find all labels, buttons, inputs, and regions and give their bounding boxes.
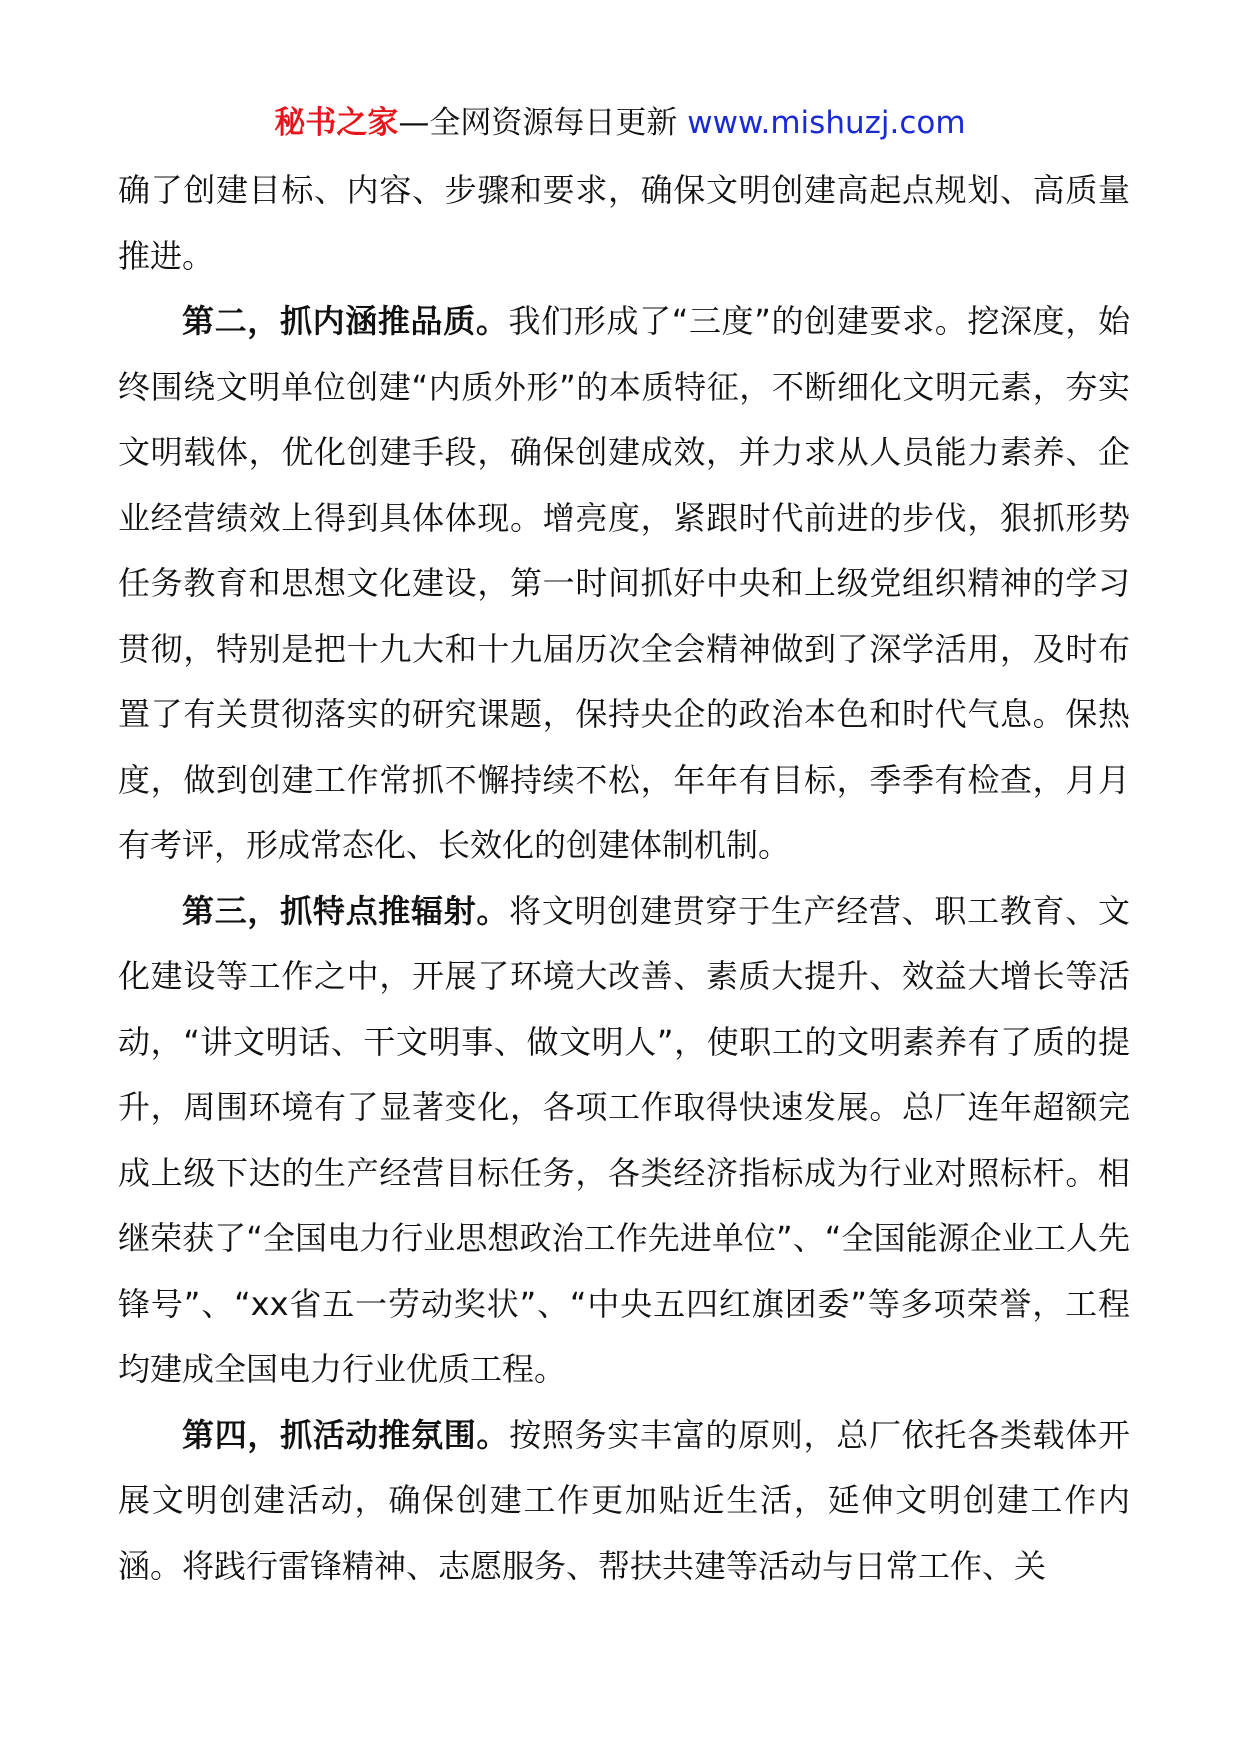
paragraph-lead: 第四，抓活动推氛围。	[182, 1415, 510, 1454]
site-header	[0, 100, 1240, 146]
paragraph-continuation	[118, 158, 1130, 289]
site-slogan: —全网资源每日更新	[398, 105, 688, 141]
paragraph-text: 按照务实丰富的原则，总厂依托各类载体开展文明创建活动，确保创建工作更加贴近生活，延伸文明创建工作内涵。将践行雷锋精神、志愿服务、帮扶共建等活动与日常工作、关	[118, 1415, 1130, 1585]
site-brand: 秘书之家	[274, 105, 399, 141]
paragraph-text: 我们形成了“三度”的创建要求。挖深度，始终围绕文明单位创建“内质外形”的本质特征，不断细化文明元素，夯实文明载体，优化创建手段，确保创建成效，并力求从人员能力素养、企业经营绩效上得到具体体现。增亮度，紧跟时代前进的步伐，狠抓形势任务教育和思想文化建设，第一时间抓好中央和上级党组织精神的学习贯彻，特别是把十九大和十九届历次全会精神做到了深学活用，及时布置了有关贯彻落实的研究课题，保持央企的政治本色和时代气息。保热度，做到创建工作常抓不懈持续不松，年年有目标，季季有检查，月月有考评，形成常态化、长效化的创建体制机制。	[118, 302, 1130, 864]
paragraph-second-point	[118, 289, 1130, 879]
paragraph-lead: 第二，抓内涵推品质。	[182, 302, 509, 340]
paragraph-third-point	[118, 879, 1130, 1403]
paragraph-text: 确了创建目标、内容、步骤和要求，确保文明创建高起点规划、高质量推进。	[118, 171, 1130, 275]
document-body	[118, 158, 1130, 1599]
paragraph-text: 将文明创建贯穿于生产经营、职工教育、文化建设等工作之中，开展了环境大改善、素质大提升、效益大增长等活动，“讲文明话、干文明事、做文明人”，使职工的文明素养有了质的提升，周围环境有了显著变化，各项工作取得快速发展。总厂连年超额完成上级下达的生产经营目标任务，各类经济指标成为行业对照标杆。相继荣获了“全国电力行业思想政治工作先进单位”、“全国能源企业工人先锋号”、“xx省五一劳动奖状”、“中央五四红旗团委”等多项荣誉，工程均建成全国电力行业优质工程。	[118, 891, 1130, 1388]
paragraph-lead: 第三，抓特点推辐射。	[182, 891, 510, 930]
site-url[interactable]: www.mishuzj.com	[687, 105, 966, 141]
paragraph-fourth-point	[118, 1403, 1130, 1600]
